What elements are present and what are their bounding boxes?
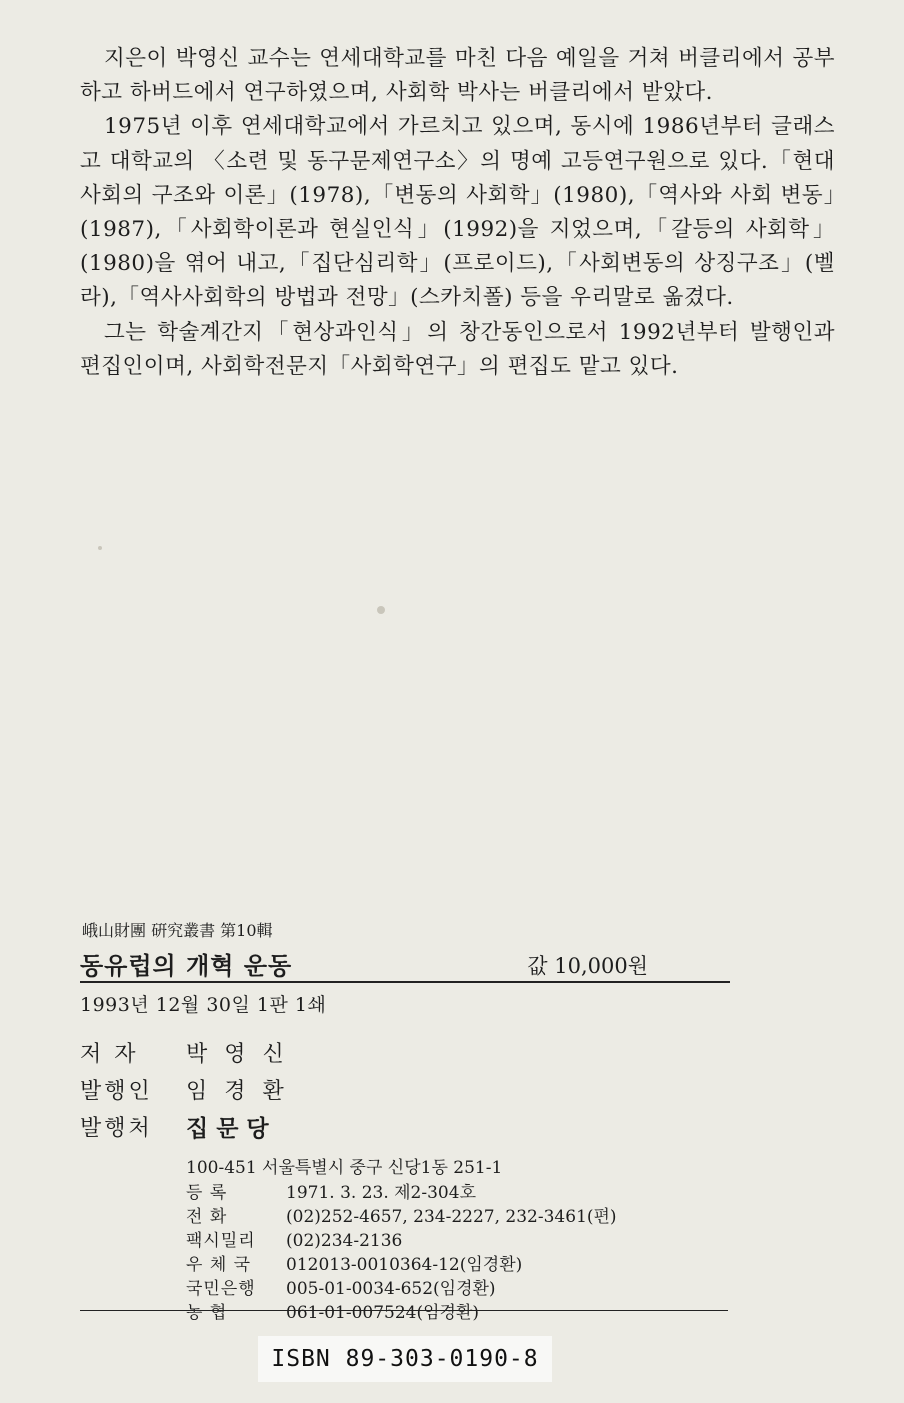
publication-date: 1993년 12월 30일 1판 1쇄 <box>80 994 327 1016</box>
detail-row <box>186 1277 730 1301</box>
detail-value: 005-01-0034-652(임경환) <box>286 1279 496 1299</box>
author-name: 박영신 <box>186 1042 301 1067</box>
detail-row <box>186 1301 730 1325</box>
isbn-label: ISBN 89-303-0190-8 <box>258 1336 552 1382</box>
detail-key: 국민은행 <box>186 1279 256 1299</box>
detail-key: 우 체 국 <box>186 1255 252 1275</box>
detail-row <box>186 1229 730 1253</box>
title-bar <box>80 947 730 983</box>
colophon <box>80 920 730 1325</box>
series-line: 峨山財團 硏究叢書 第10輯 <box>82 921 273 940</box>
press-name: 집문당 <box>186 1116 277 1142</box>
detail-value: 012013-0010364-12(임경환) <box>286 1255 523 1275</box>
bio-paragraph-2: 1975년 이후 연세대학교에서 가르치고 있으며, 동시에 1986년부터 글래스고 대학교의 〈소련 및 동구문제연구소〉의 명예 고등연구원으로 있다.「현대사회의 구조와 이론」(1978),「변동의 사회학」(1980),「역사와 사회 변동」(1987),「사회학이론과 현실인식」(1992)을 지었으며,「갈등의 사회학」(1980)을 엮어 내고,「집단심리학」(프로이드),「사회변동의 상징구조」(벨라),「역사사회학의 방법과 전망」(스카치폴) 등을 우리말로 옮겼다. <box>80 114 835 311</box>
publisher-label: 발행인 <box>80 1079 153 1104</box>
author-label: 저 자 <box>80 1042 139 1067</box>
bio-paragraph-3: 그는 학술계간지「현상과인식」의 창간동인으로서 1992년부터 발행인과 편집인이며, 사회학전문지「사회학연구」의 편집도 맡고 있다. <box>80 319 835 379</box>
detail-key: 농 협 <box>186 1303 228 1323</box>
publisher-details <box>186 1155 730 1325</box>
bio-paragraph-1: 지은이 박영신 교수는 연세대학교를 마친 다음 예일을 거쳐 버클리에서 공부하고 하버드에서 연구하였으며, 사회학 박사는 버클리에서 받았다. <box>80 46 835 106</box>
detail-row <box>186 1205 730 1229</box>
author-row <box>80 1034 730 1071</box>
author-biography <box>80 42 835 384</box>
press-row <box>80 1108 730 1145</box>
detail-value: 1971. 3. 23. 제2-304호 <box>286 1183 476 1203</box>
publisher-name: 임경환 <box>186 1079 301 1104</box>
publisher-row <box>80 1071 730 1108</box>
detail-value: (02)234-2136 <box>286 1231 403 1251</box>
credits <box>80 1034 730 1145</box>
detail-row <box>186 1253 730 1277</box>
book-title: 동유럽의 개혁 운동 <box>80 952 293 980</box>
bottom-divider <box>80 1310 728 1311</box>
publisher-address: 100-451 서울특별시 중구 신당1동 251-1 <box>186 1158 503 1178</box>
detail-row <box>186 1181 730 1205</box>
detail-key: 팩시밀리 <box>186 1231 256 1251</box>
detail-key: 등 록 <box>186 1183 228 1203</box>
price: 값 10,000원 <box>527 954 648 978</box>
detail-value: (02)252-4657, 234-2227, 232-3461(편) <box>286 1207 617 1227</box>
press-label: 발행처 <box>80 1116 153 1141</box>
paper-speck <box>377 606 385 614</box>
paper-speck <box>98 546 102 550</box>
detail-key: 전 화 <box>186 1207 228 1227</box>
detail-value: 061-01-007524(임경환) <box>286 1303 479 1323</box>
